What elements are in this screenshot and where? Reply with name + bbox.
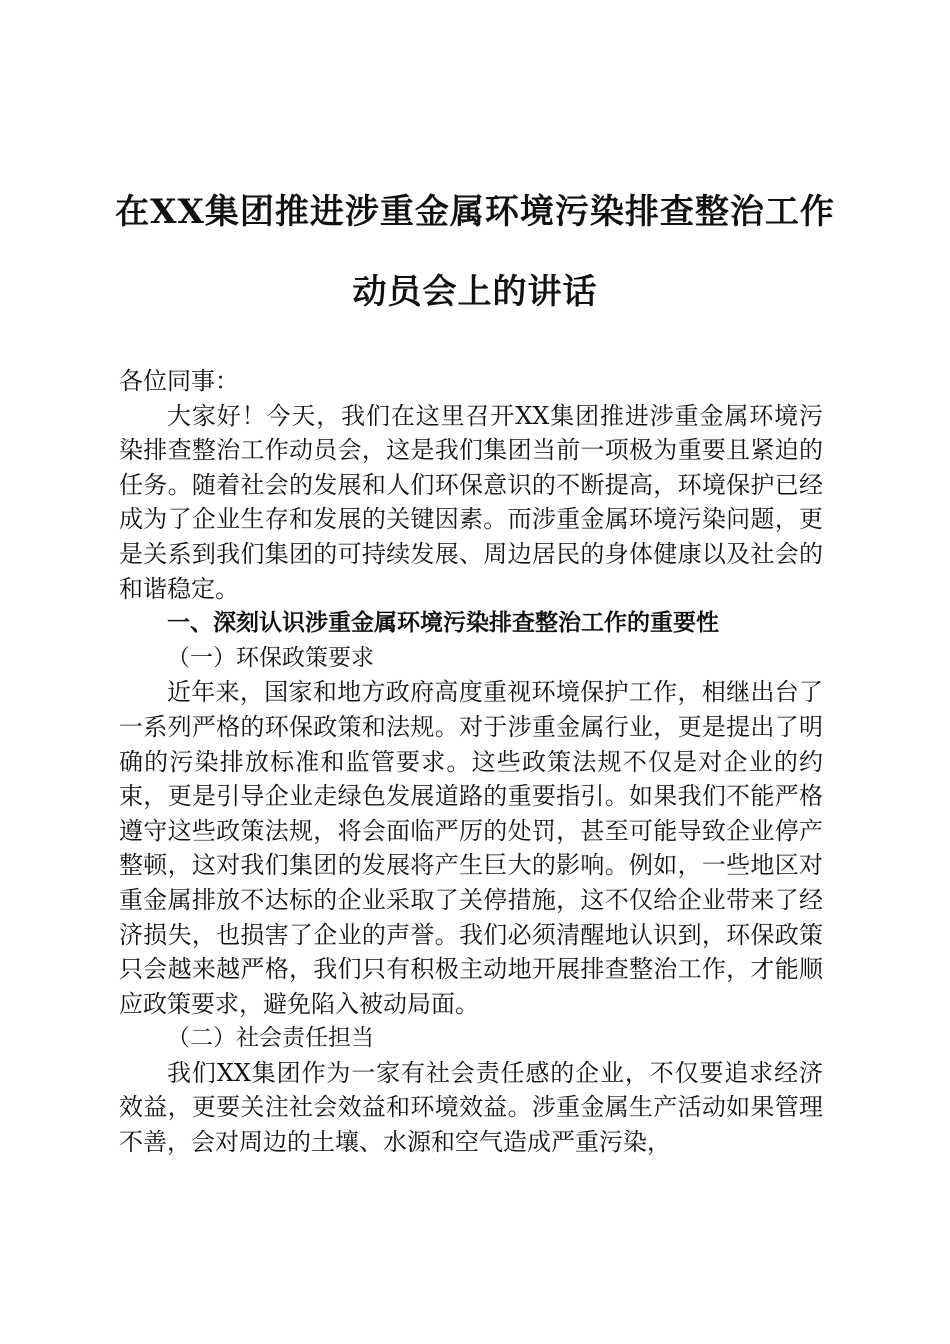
intro-paragraph: 大家好！今天，我们在这里召开XX集团推进涉重金属环境污染排查整治工作动员会，这是我们集团当前一项极为重要且紧迫的任务。随着社会的发展和人们环保意识的不断提高，环境保护已经成为了企业生存和发展的关键因素。而涉重金属环境污染问题，更是关系到我们集团的可持续发展、周边居民的身体健康以及社会的和谐稳定。 — [119, 401, 823, 603]
body-paragraph: 近年来，国家和地方政府高度重视环境保护工作，相继出台了一系列严格的环保政策和法规。对于涉重金属行业，更是提出了明确的污染排放标准和监管要求。这些政策法规不仅是对企业的约束，更是引导企业走绿色发展道路的重要指引。如果我们不能严格遵守这些政策法规，将会面临严厉的处罚，甚至可能导致企业停产整顿，这对我们集团的发展将产生巨大的影响。例如，一些地区对重金属排放不达标的企业采取了关停措施，这不仅给企业带来了经济损失，也损害了企业的声誉。我们必须清醒地认识到，环保政策只会越来越严格，我们只有积极主动地开展排查整治工作，才能顺应政策要求，避免陷入被动局面。 — [119, 678, 823, 1018]
document-body — [119, 364, 823, 1160]
section-heading: 一、深刻认识涉重金属环境污染排查整治工作的重要性 — [167, 610, 719, 637]
salutation: 各位同事： — [119, 367, 239, 395]
page-title: 在XX集团推进涉重金属环境污染排查整治工作动员会上的讲话 — [115, 192, 835, 312]
subsection-heading: （二）社会责任担当 — [167, 1025, 374, 1052]
body-paragraph: 我们XX集团作为一家有社会责任感的企业，不仅要追求经济效益，更要关注社会效益和环境效益。涉重金属生产活动如果管理不善，会对周边的土壤、水源和空气造成严重污染， — [119, 1058, 823, 1157]
subsection-heading: （一）环保政策要求 — [167, 644, 374, 671]
